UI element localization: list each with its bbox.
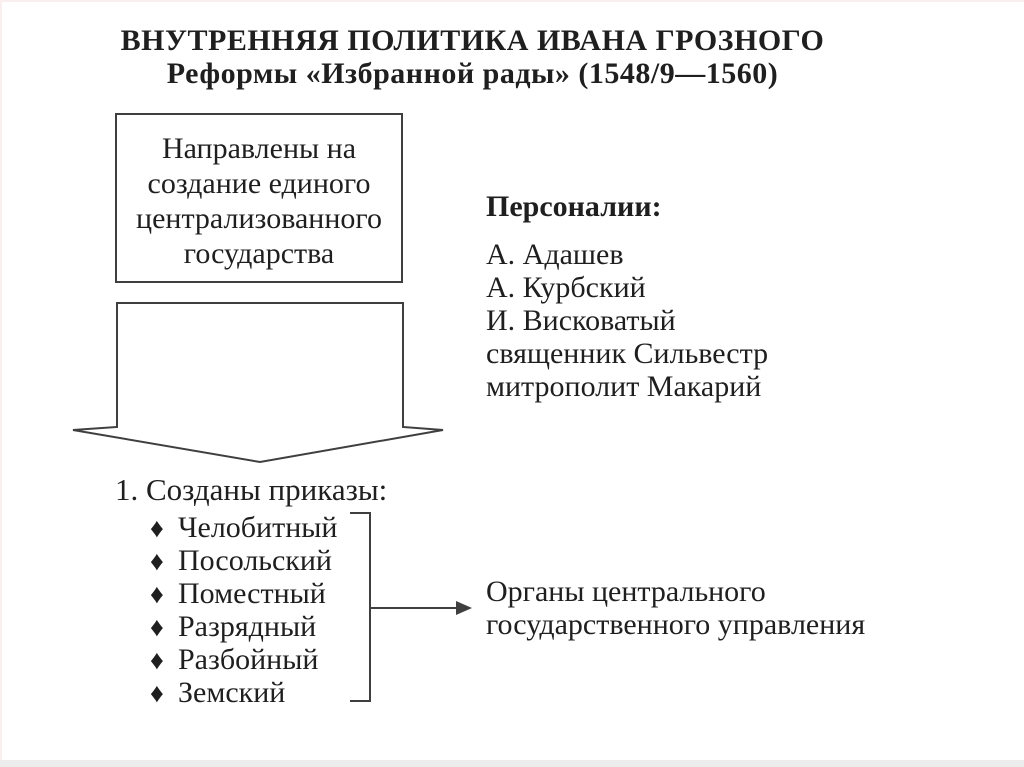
personality-item: митрополит Макарий [486, 370, 762, 403]
right-arrowhead-icon [456, 601, 472, 615]
diamond-bullet-icon: ♦ [150, 678, 164, 708]
prikazy-list [150, 511, 337, 709]
connector-line [371, 607, 456, 609]
slide-bottom-edge [0, 760, 1024, 767]
result-line: государственного управления [486, 608, 866, 641]
personality-item: священник Сильвестр [486, 337, 769, 370]
diamond-bullet-icon: ♦ [150, 645, 164, 675]
result-line: Органы центрального [486, 575, 766, 608]
list-item [150, 544, 337, 577]
prikaz-label: Земский [178, 676, 286, 709]
list-item [150, 577, 337, 610]
list-item [150, 643, 337, 676]
result-text [486, 575, 865, 641]
list-item [150, 511, 337, 544]
goal-box-line: централизованного [136, 202, 382, 235]
personalities-list [486, 238, 768, 403]
goal-box-line: создание единого [147, 167, 371, 200]
goal-box-line: Направлены на [161, 132, 357, 165]
diamond-bullet-icon: ♦ [150, 579, 164, 609]
slide-left-edge [0, 0, 2, 767]
list-item [150, 676, 337, 709]
goal-box-line: государства [183, 237, 335, 270]
personality-item: И. Висковатый [486, 304, 676, 337]
title-line-1: ВНУТРЕННЯЯ ПОЛИТИКА ИВАНА ГРОЗНОГО [120, 24, 825, 57]
prikaz-label: Разбойный [178, 643, 319, 676]
list-item [150, 610, 337, 643]
prikaz-label: Посольский [178, 544, 332, 577]
grouping-bracket [350, 512, 371, 702]
diamond-bullet-icon: ♦ [150, 546, 164, 576]
personalities-heading: Персоналии: [486, 190, 662, 223]
diamond-bullet-icon: ♦ [150, 513, 164, 543]
prikaz-label: Челобитный [178, 511, 338, 544]
slide-title [0, 24, 945, 90]
prikaz-label: Поместный [178, 577, 326, 610]
goal-box [115, 113, 403, 283]
personality-item: А. Курбский [486, 271, 646, 304]
personality-item: А. Адашев [486, 238, 624, 271]
prikazy-heading: 1. Созданы приказы: [115, 472, 388, 507]
diamond-bullet-icon: ♦ [150, 612, 164, 642]
prikaz-label: Разрядный [178, 610, 317, 643]
title-line-2: Реформы «Избранной рады» (1548/9—1560) [166, 57, 779, 90]
down-arrow-icon [60, 297, 455, 469]
slide-top-edge [0, 0, 1024, 2]
